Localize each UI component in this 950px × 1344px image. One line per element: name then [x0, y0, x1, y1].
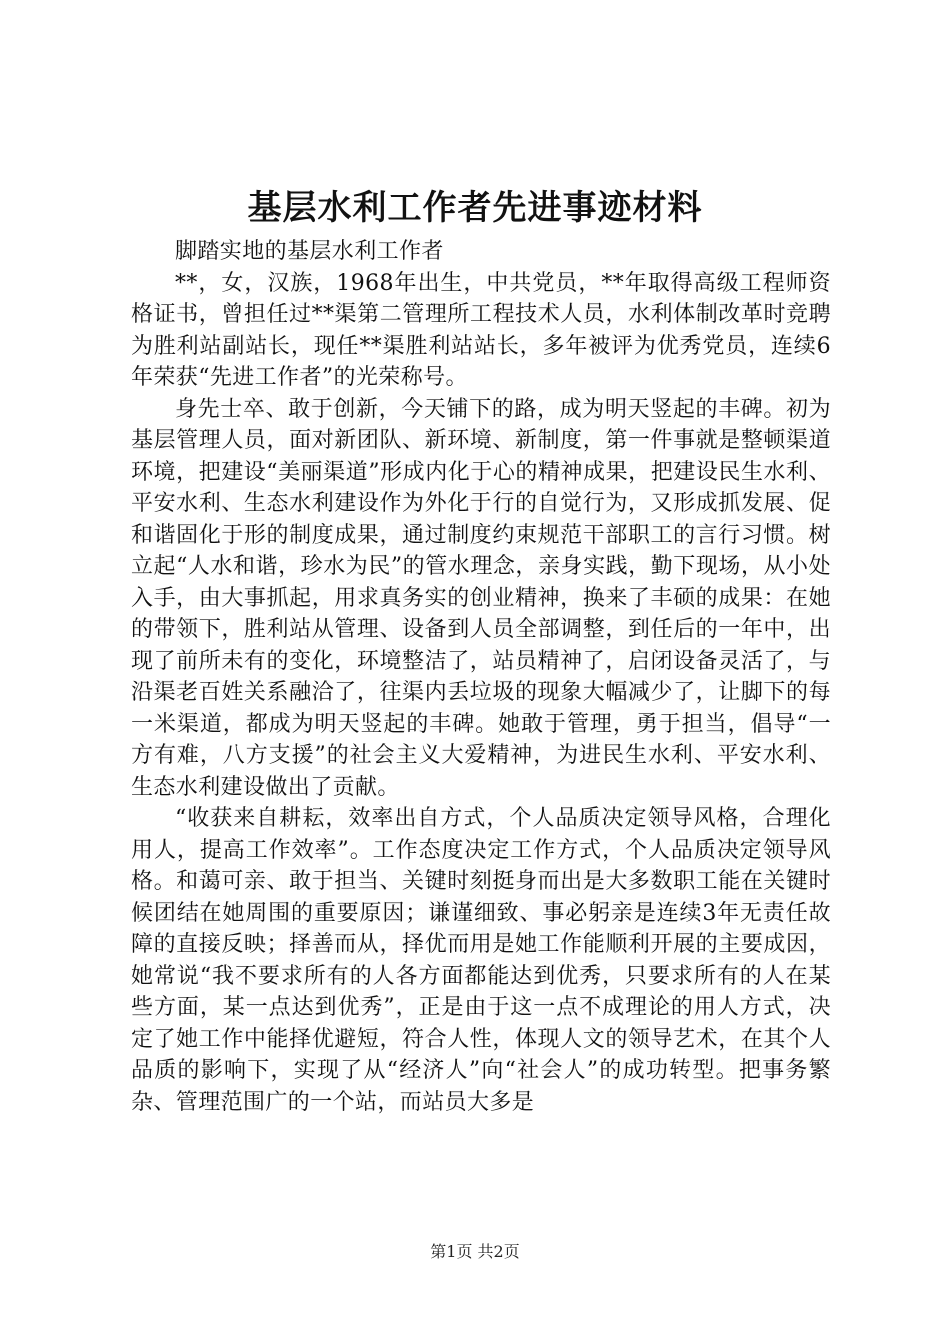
paragraph: 身先士卒、敢于创新，今天铺下的路，成为明天竖起的丰碑。初为基层管理人员，面对新团队、新环境、新制度，第一件事就是整顿渠道环境，把建设“美丽渠道”形成内化于心的精神成果，把建设民生水利、平安水利、生态水利建设作为外化于行的自觉行为，又形成抓发展、促和谐固化于形的制度成果，通过制度约束规范干部职工的言行习惯。树立起“人水和谐，珍水为民”的管水理念，亲身实践，勤下现场，从小处入手，由大事抓起，用求真务实的创业精神，换来了丰硕的成果：在她的带领下，胜利站从管理、设备到人员全部调整，到任后的一年中，出现了前所未有的变化，环境整洁了，站员精神了，启闭设备灵活了，与沿渠老百姓关系融洽了，往渠内丢垃圾的现象大幅减少了，让脚下的每一米渠道，都成为明天竖起的丰碑。她敢于管理，勇于担当，倡导“一方有难，八方支援”的社会主义大爱精神，为进民生水利、平安水利、生态水利建设做出了贡献。 [131, 396, 831, 800]
paragraph: **，女，汉族，1968年出生，中共党员，**年取得高级工程师资格证书，曾担任过**渠第二管理所工程技术人员，水利体制改革时竞聘为胜利站副站长，现任**渠胜利站站长，多年被评为优秀党员，连续6年荣获“先进工作者”的光荣称号。 [131, 270, 831, 390]
paragraph: “收获来自耕耘，效率出自方式，个人品质决定领导风格，合理化用人，提高工作效率”。工作态度决定工作方式，个人品质决定领导风格。和蔼可亲、敢于担当、关键时刻挺身而出是大多数职工能在关键时候团结在她周围的重要原因；谦谨细致、事必躬亲是连续3年无责任故障的直接反映；择善而从，择优而用是她工作能顺利开展的主要成因，她常说“我不要求所有的人各方面都能达到优秀，只要求所有的人在某些方面，某一点达到优秀”，正是由于这一点不成理论的用人方式，决定了她工作中能择优避短，符合人性，体现人文的领导艺术，在其个人品质的影响下，实现了从“经济人”向“社会人”的成功转型。把事务繁杂、管理范围广的一个站，而站员大多是 [131, 806, 831, 1115]
document-title: 基层水利工作者先进事迹材料 [247, 188, 703, 228]
page-footer: 第1页 共2页 [430, 1242, 520, 1261]
document-body [131, 236, 831, 1118]
document-subtitle: 脚踏实地的基层水利工作者 [175, 239, 444, 264]
